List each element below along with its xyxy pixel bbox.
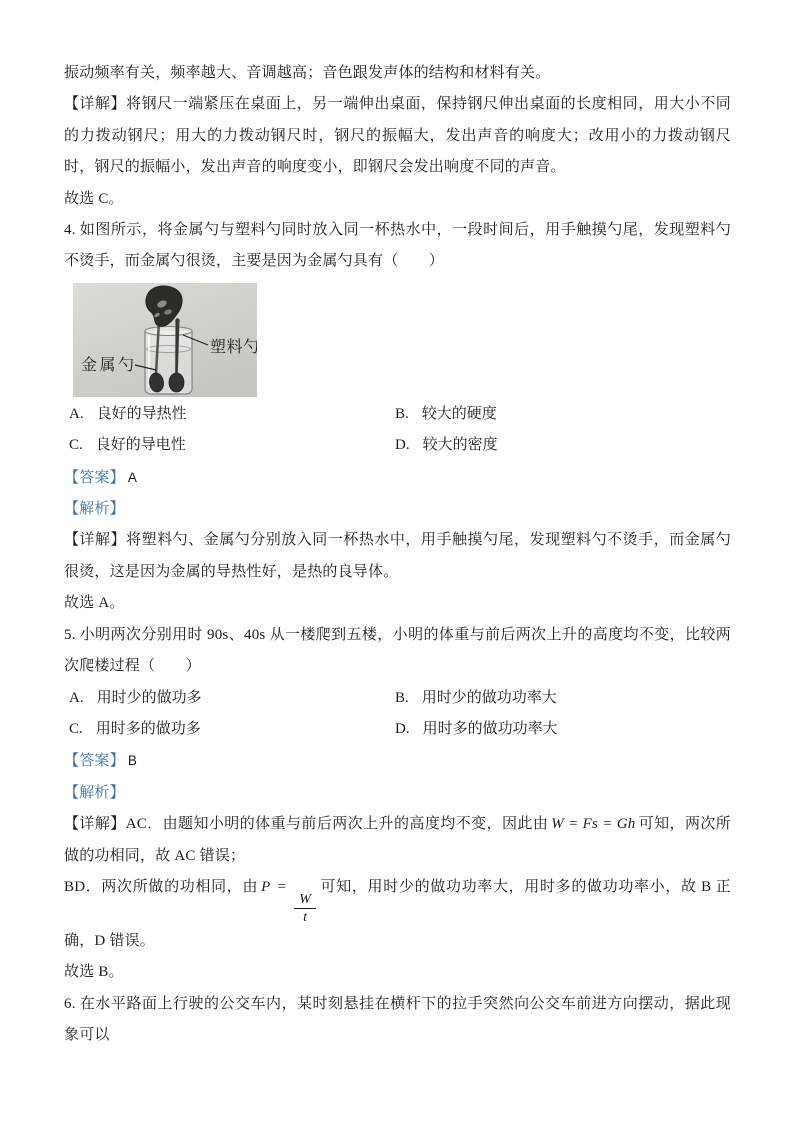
q5-conclusion-text: 故选 B。 bbox=[64, 964, 124, 981]
q4-option-a-text: 良好的导热性 bbox=[96, 405, 187, 422]
q5-detail-bd-pre: BD．两次所做的功相同，由 bbox=[64, 878, 259, 895]
q5-option-a bbox=[64, 683, 390, 714]
formula-power-symbol: P bbox=[261, 878, 271, 895]
q5-detail-ac-text bbox=[64, 809, 731, 872]
q5-option-a-text: 用时少的做功多 bbox=[96, 689, 202, 706]
q5-stem-text: 5. 小明两次分别用时 90s、40s 从一楼爬到五楼，小明的体重与前后两次上升的高度均不变，比较两次爬楼过程（ ） bbox=[64, 626, 731, 675]
q5-option-b bbox=[390, 683, 731, 714]
q5-option-d-text: 用时多的做功功率大 bbox=[422, 720, 558, 737]
q5-option-b-text: 用时少的做功功率大 bbox=[421, 689, 557, 706]
plastic-spoon-bowl bbox=[169, 373, 184, 392]
q4-analysis-line bbox=[64, 494, 731, 525]
q4-figure-photo bbox=[73, 283, 257, 397]
q5-options-row-1 bbox=[64, 683, 731, 714]
q4-option-c-key: C. bbox=[69, 437, 83, 454]
fraction-w-over-t bbox=[294, 892, 316, 926]
q4-option-d-text: 较大的密度 bbox=[422, 437, 498, 454]
plastic-spoon-label: 塑料勺 bbox=[210, 338, 257, 356]
metal-spoon-label: 金属勺 bbox=[81, 356, 137, 374]
equals-sign: = bbox=[277, 878, 287, 895]
q3-conclusion-text: 故选 C。 bbox=[64, 190, 124, 207]
q4-option-d bbox=[390, 430, 731, 461]
q5-option-c-text: 用时多的做功多 bbox=[95, 720, 201, 737]
q5-answer-line bbox=[64, 745, 731, 777]
q4-answer-value: A bbox=[127, 469, 138, 485]
q4-answer-line bbox=[64, 462, 731, 494]
q5-options-row-2 bbox=[64, 714, 731, 745]
beaker-rim bbox=[145, 326, 192, 335]
q4-option-c bbox=[64, 430, 390, 461]
q5-option-c bbox=[64, 714, 390, 745]
q5-detail-bd-post: 可知，用时少的做功功率大，用时多的做功功率小，故 B 正确，D 错误。 bbox=[64, 878, 731, 949]
q4-stem-text: 4. 如图所示，将金属勺与塑料勺同时放入同一杯热水中，一段时间后，用手触摸勺尾，发现塑料勺不烫手，而金属勺很烫，主要是因为金属勺具有（ ） bbox=[64, 222, 731, 270]
q5-answer-value: B bbox=[127, 753, 138, 769]
q5-analysis-line bbox=[64, 778, 731, 809]
water-surface bbox=[147, 345, 191, 352]
q5-option-d bbox=[390, 714, 731, 745]
q3-continuation-text: 振动频率有关，频率越大、音调越高；音色跟发声体的结构和材料有关。 bbox=[64, 65, 551, 81]
q4-option-a bbox=[64, 399, 390, 430]
q5-answer-label: 【答案】 bbox=[64, 753, 125, 770]
q5-detail-ac-pre: 【详解】AC．由题知小明的体重与前后两次上升的高度均不变，因此由 bbox=[64, 816, 549, 833]
q5-option-c-key: C. bbox=[69, 720, 83, 737]
q5-option-d-key: D. bbox=[395, 720, 410, 737]
q5-option-b-key: B. bbox=[395, 689, 409, 706]
q3-detail-text: 【详解】将钢尺一端紧压在桌面上，另一端伸出桌面，保持钢尺伸出桌面的长度相同，用大小不同的力拨动钢尺；用大的力拨动钢尺时，钢尺的振幅大，发出声音的响度大；改用小的力拨动钢尺时，钢尺的振幅小，发出声音的响度变小，即钢尺会发出响度不同的声音。 bbox=[64, 96, 731, 176]
spoons-in-cup-illustration bbox=[73, 283, 257, 397]
q4-option-a-key: A. bbox=[69, 405, 84, 422]
fraction-denominator: t bbox=[303, 910, 308, 926]
q5-detail-bd-text bbox=[64, 872, 731, 957]
plastic-spoon-handle-tip bbox=[175, 318, 179, 322]
q4-option-b bbox=[390, 399, 731, 430]
q4-answer-label: 【答案】 bbox=[64, 469, 125, 486]
q4-options-row-2 bbox=[64, 430, 731, 461]
q4-options-row-1 bbox=[64, 399, 731, 430]
q5-detail-ac-post: 可知，两次所做的功相同，故 AC 错误； bbox=[64, 816, 731, 864]
q4-analysis-label: 【解析】 bbox=[64, 501, 125, 518]
q4-option-c-text: 良好的导电性 bbox=[95, 437, 186, 454]
q5-option-a-key: A. bbox=[69, 689, 84, 706]
q5-analysis-label: 【解析】 bbox=[64, 784, 125, 801]
q4-conclusion-text: 故选 A。 bbox=[64, 595, 125, 612]
q4-detail-text: 【详解】将塑料勺、金属勺分别放入同一杯热水中，用手触摸勺尾，发现塑料勺不烫手，而金属勺很烫，这是因为金属的导热性好，是热的良导体。 bbox=[64, 532, 731, 580]
q6-stem-text: 6. 在水平路面上行驶的公交车内，某时刻悬挂在横杆下的拉手突然向公交车前进方向摆动，据此现象可以 bbox=[64, 995, 731, 1043]
formula-work-equals-gh: W = Fs = Gh bbox=[551, 816, 636, 833]
q4-option-b-key: B. bbox=[395, 405, 409, 422]
q4-option-d-key: D. bbox=[395, 437, 410, 454]
fraction-numerator: W bbox=[294, 892, 316, 909]
q4-option-b-text: 较大的硬度 bbox=[421, 405, 497, 422]
